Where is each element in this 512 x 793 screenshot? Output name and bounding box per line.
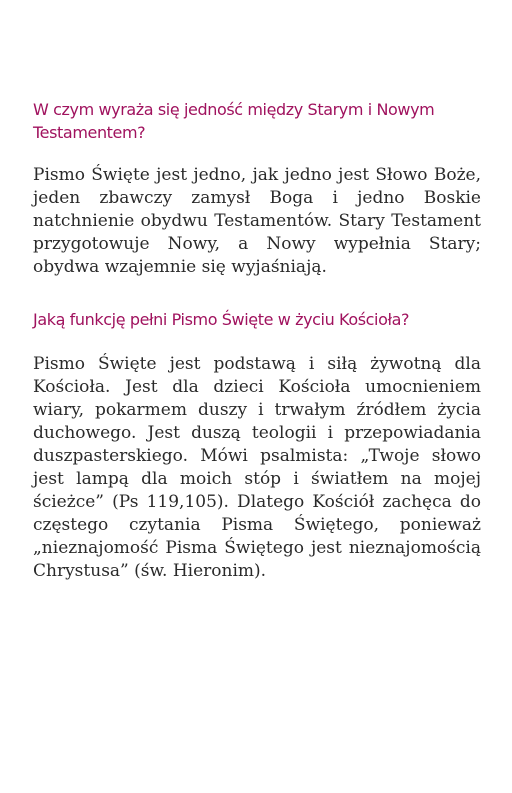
answer-paragraph: Pismo Święte jest podstawą i siłą żywotną dla Kościoła. Jest dla dzieci Kościoła umocnieniem wiary, pokarmem duszy i trwałym źródłem życia duchowego. Jest duszą teologii i przepowiadania duszpasterskiego. Mówi psalmista: „Twoje słowo jest lampą dla moich stóp i światłem na mojej ścieżce” (Ps 119,105). Dlatego Kościół zachęca do częstego czytania Pisma Świętego, ponieważ „nieznajomość Pisma Świętego jest nieznajomością Chrystusa” (św. Hieronim). <box>33 354 481 581</box>
question-heading: Jaką funkcję pełni Pismo Święte w życiu Kościoła? <box>33 310 410 329</box>
question-heading: W czym wyraża się jedność między Starym i Nowym Testamentem? <box>33 100 435 142</box>
catechism-page <box>33 98 481 583</box>
answer-paragraph: Pismo Święte jest jedno, jak jedno jest Słowo Boże, jeden zbawczy zamysł Boga i jedno Boskie natchnienie obydwu Testamentów. Stary Testament przygotowuje Nowy, a Nowy wypełnia Stary; obydwa wzajemnie się wyjaśniają. <box>33 165 481 277</box>
